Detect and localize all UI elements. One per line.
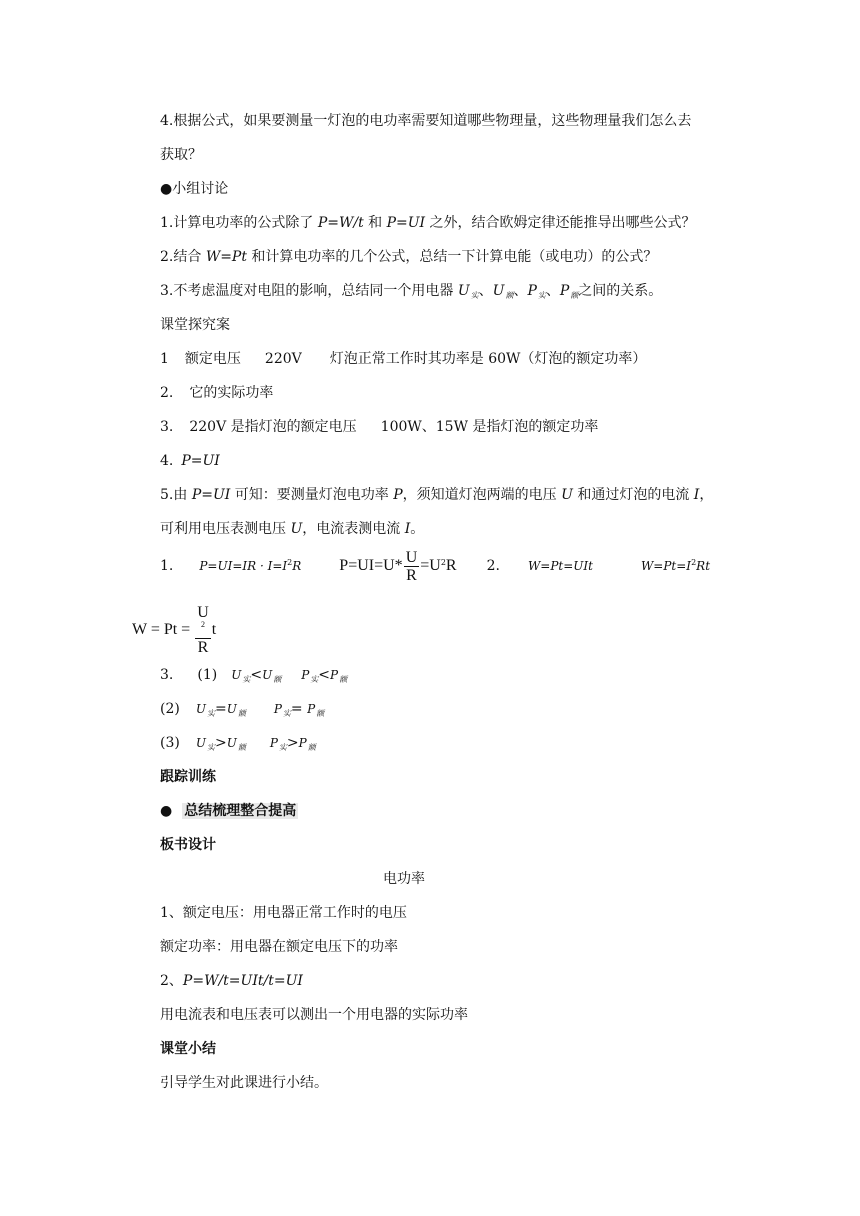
symbol: U: [290, 521, 303, 537]
symbol: P: [307, 702, 316, 716]
number: 3.: [160, 419, 174, 435]
text: 1.计算电功率的公式除了: [160, 215, 318, 231]
answer-1: [160, 350, 646, 368]
superscript: 2: [287, 558, 293, 567]
question-4-line2: 获取？: [160, 147, 202, 163]
formula: P=W/t=UIt/t=UI: [182, 973, 303, 989]
text: 。: [410, 521, 425, 537]
subscript: 实: [206, 709, 215, 718]
text: 2.结合: [160, 249, 206, 265]
subscript: 额: [237, 709, 246, 718]
formula: P=W/t: [317, 215, 364, 231]
formula: W = Pt =: [132, 621, 195, 638]
subscript: 额: [316, 709, 325, 718]
board-line-3: [160, 972, 303, 990]
symbol: P: [393, 487, 403, 503]
formula: P=UI=IR · I=I: [199, 559, 288, 573]
bullet-icon: ●: [160, 803, 173, 819]
text: 和: [363, 215, 387, 231]
symbol: P: [559, 283, 570, 299]
equation-row-2: [132, 604, 216, 656]
formula: R: [445, 557, 457, 574]
text: 100W、15W 是指灯泡的额定功率: [380, 419, 599, 435]
number: 2.: [486, 558, 500, 574]
answer-5-line2: [160, 520, 424, 538]
text: 可利用电压表测电压: [160, 521, 291, 537]
subscript: 实: [282, 709, 291, 718]
text: 和计算电功率的几个公式，总结一下计算电能（或电功）的公式？: [246, 249, 658, 265]
relation-1: [160, 666, 347, 686]
separator: 、: [478, 283, 493, 299]
formula: P=UI: [181, 453, 220, 469]
numerator: U: [405, 548, 418, 566]
operator: <: [250, 667, 263, 683]
summary-text: 总结梳理整合提高: [184, 803, 297, 819]
subscript: 实: [470, 291, 479, 300]
operator: >: [214, 735, 227, 751]
separator: 、: [545, 283, 560, 299]
formula: W=Pt: [205, 249, 247, 265]
formula: W=Pt=UIt: [527, 559, 593, 573]
formula: W=Pt=I: [640, 559, 692, 573]
relation-2: [160, 700, 324, 720]
symbol: U: [561, 487, 573, 503]
symbol: U: [226, 736, 237, 750]
subscript: 额: [237, 743, 246, 752]
symbol: P: [301, 668, 310, 682]
subscript: 实: [310, 675, 319, 684]
fraction: [195, 604, 211, 656]
symbol: P: [527, 283, 537, 299]
label: (3): [160, 735, 180, 751]
denominator: R: [406, 566, 417, 584]
label: (1): [197, 667, 218, 683]
symbol: P: [269, 736, 278, 750]
question-4-line1: 4.根据公式，如果要测量一灯泡的电功率需要知道哪些物理量，这些物理量我们怎么去: [160, 113, 692, 129]
number: 1.: [160, 558, 174, 574]
answer-5-line1: [160, 486, 713, 504]
text: ，须知道灯泡两端的电压: [402, 487, 562, 503]
denominator: R: [197, 639, 209, 656]
board-center-title: 电功率: [383, 871, 425, 887]
operator: =: [214, 701, 227, 717]
symbol: I: [404, 521, 411, 537]
text: 之间的关系。: [578, 283, 663, 299]
text: ，电流表测电流: [302, 521, 405, 537]
text: 灯泡正常工作时其功率是 60W（灯泡的额定功率）: [329, 351, 647, 367]
formula: P=UI: [386, 215, 426, 231]
group-discussion-heading: ●小组讨论: [160, 181, 229, 197]
text: 之外，结合欧姆定律还能推导出哪些公式？: [425, 215, 696, 231]
text: ，: [699, 487, 714, 503]
group-question-2: [160, 248, 657, 266]
superscript: 2: [200, 620, 205, 629]
number: 4.: [160, 453, 174, 469]
operator: =: [290, 701, 308, 717]
text: 3.不考虑温度对电阻的影响，总结同一个用电器: [160, 283, 458, 299]
formula: t: [211, 621, 217, 638]
board-line-4: 用电流表和电压表可以测出一个用电器的实际功率: [160, 1007, 468, 1023]
label: (2): [160, 701, 180, 717]
number: 1: [160, 351, 169, 367]
tracking-heading: 跟踪训练: [160, 769, 216, 785]
subscript: 额: [273, 675, 282, 684]
summary-heading: [160, 802, 298, 820]
symbol: U: [492, 283, 505, 299]
text: 5.由: [160, 487, 192, 503]
answer-3: [160, 418, 598, 436]
equation-row-1: [160, 548, 710, 586]
symbol: P: [273, 702, 282, 716]
relation-3: [160, 734, 316, 754]
symbol: P: [330, 668, 339, 682]
symbol: U: [195, 736, 206, 750]
subscript: 额: [505, 291, 514, 300]
group-question-3: [160, 282, 662, 302]
conclusion-heading: 课堂小结: [160, 1041, 216, 1057]
text: 220V: [264, 351, 302, 367]
numerator: U: [197, 604, 209, 621]
subscript: 实: [278, 743, 287, 752]
formula: Rt: [696, 559, 711, 573]
formula: R: [292, 559, 302, 573]
subscript: 实: [242, 675, 251, 684]
subscript: 实: [537, 291, 546, 300]
text: 额定电压: [184, 351, 241, 367]
operator: >: [286, 735, 299, 751]
board-heading: 板书设计: [160, 837, 216, 853]
board-line-2: 额定功率：用电器在额定电压下的功率: [160, 939, 398, 955]
subscript: 额: [339, 675, 348, 684]
board-line-1: 1、额定电压：用电器正常工作时的电压: [160, 905, 407, 921]
text: 和通过灯泡的电流: [572, 487, 694, 503]
text: 2、: [160, 973, 183, 989]
formula: P=UI: [191, 487, 231, 503]
separator: 、: [513, 283, 528, 299]
symbol: U: [226, 702, 237, 716]
text: 可知：要测量灯泡电功率: [230, 487, 394, 503]
superscript: 2: [440, 558, 446, 567]
symbol: U: [262, 668, 273, 682]
text: 220V 是指灯泡的额定电压: [189, 419, 357, 435]
answer-4: [160, 452, 220, 470]
symbol: U: [195, 702, 206, 716]
conclusion-text: 引导学生对此课进行小结。: [160, 1075, 328, 1091]
symbol: I: [693, 487, 700, 503]
symbol: U: [231, 668, 242, 682]
number: 2.: [160, 385, 174, 401]
explore-heading: 课堂探究案: [160, 317, 230, 333]
superscript: 2: [691, 558, 697, 567]
symbol: U: [457, 283, 470, 299]
formula: =U: [420, 557, 441, 574]
group-question-1: [160, 214, 696, 232]
operator: <: [318, 667, 330, 683]
symbol: P: [298, 736, 307, 750]
number: 3.: [160, 667, 174, 683]
text: 它的实际功率: [189, 385, 274, 401]
subscript: 额: [570, 291, 579, 300]
fraction: [404, 549, 420, 584]
subscript: 额: [307, 743, 316, 752]
formula: P=UI=U*: [339, 557, 403, 574]
answer-2: [160, 384, 273, 402]
subscript: 实: [206, 743, 215, 752]
